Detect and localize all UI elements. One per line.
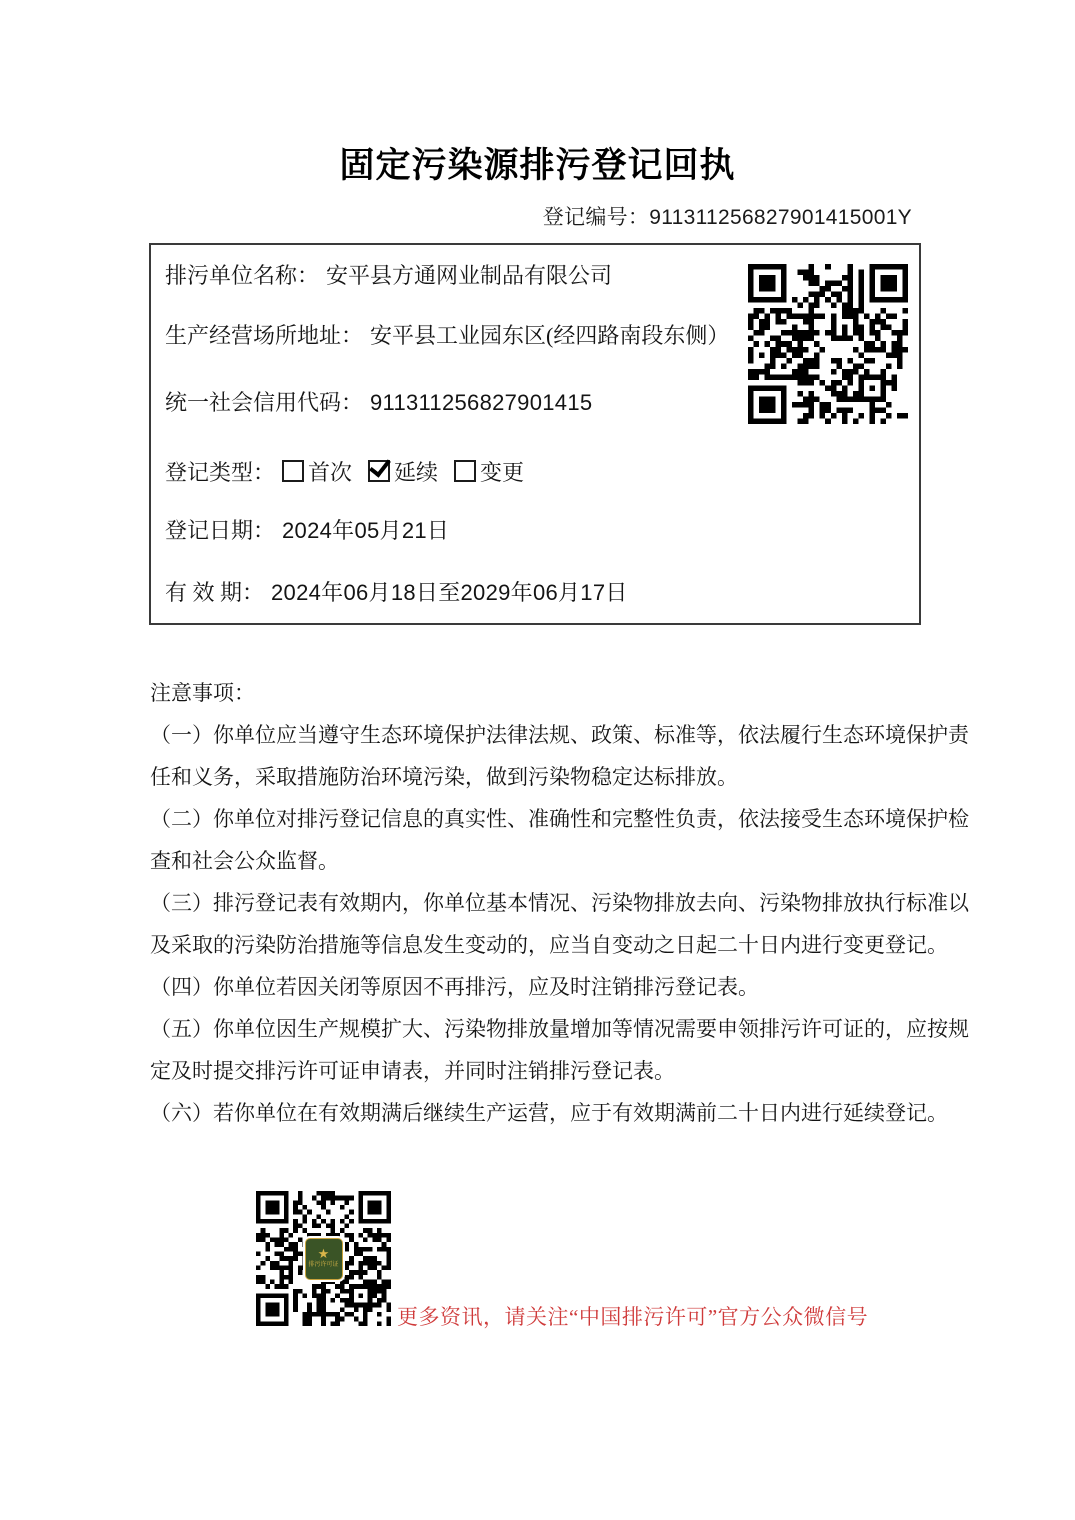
note-line: （二）你单位对排污登记信息的真实性、准确性和完整性负责，依法接受生态环境保护检 — [150, 807, 969, 831]
info-box — [149, 243, 921, 625]
qr-code-registration — [748, 264, 908, 424]
option-change: 变更 — [454, 460, 524, 485]
notes-section — [150, 672, 969, 1134]
registration-number: 登记编号：911311256827901415001Y — [542, 206, 912, 229]
footer-caption: 更多资讯，请关注“中国排污许可”官方公众微信号 — [397, 1305, 869, 1329]
field-label: 有 效 期： — [165, 580, 265, 605]
field-value: 911311256827901415 — [370, 390, 593, 415]
field-label: 生产经营场所地址： — [165, 323, 364, 348]
option-renewal: 延续 — [368, 460, 438, 485]
note-line: 任和义务，采取措施防治环境污染，做到污染物稳定达标排放。 — [150, 765, 738, 789]
field-row-unit-name — [165, 261, 612, 291]
note-line: 及采取的污染防治措施等信息发生变动的，应当自变动之日起二十日内进行变更登记。 — [150, 933, 948, 957]
document-title: 固定污染源排污登记回执 — [339, 146, 736, 185]
field-label: 登记类型： — [165, 460, 276, 485]
field-row-address — [165, 321, 729, 351]
national-emblem-icon: ★ — [317, 1247, 330, 1262]
option-first-time: 首次 — [282, 460, 352, 485]
checkbox-change — [454, 460, 476, 482]
field-row-credit-code — [165, 388, 592, 418]
field-label: 登记日期： — [165, 518, 276, 543]
note-line: （三）排污登记表有效期内，你单位基本情况、污染物排放去向、污染物排放执行标准以 — [150, 891, 969, 915]
qr-logo-label: 排污许可证 — [308, 1262, 339, 1268]
notes-heading: 注意事项： — [150, 681, 255, 705]
note-line: 查和社会公众监督。 — [150, 849, 339, 873]
field-value: 2024年06月18日至2029年06月17日 — [271, 580, 628, 605]
checkbox-first-time — [282, 460, 304, 482]
wechat-qr-center-logo — [305, 1238, 343, 1280]
field-row-registration-type — [165, 458, 540, 488]
field-label: 排污单位名称： — [165, 263, 320, 288]
field-value: 安平县方通网业制品有限公司 — [326, 263, 613, 288]
field-label: 统一社会信用代码： — [165, 390, 364, 415]
qr-code-wechat — [256, 1191, 391, 1326]
checkbox-renewal — [368, 460, 390, 482]
field-row-registration-date — [165, 516, 449, 546]
note-line: （一）你单位应当遵守生态环境保护法律法规、政策、标准等，依法履行生态环境保护责 — [150, 723, 969, 747]
field-row-validity-period — [165, 578, 628, 608]
field-value: 安平县工业园东区(经四路南段东侧） — [370, 323, 730, 348]
field-value: 2024年05月21日 — [282, 518, 450, 543]
note-line: 定及时提交排污许可证申请表，并同时注销排污登记表。 — [150, 1059, 675, 1083]
note-line: （六）若你单位在有效期满后继续生产运营，应于有效期满前二十日内进行延续登记。 — [150, 1101, 948, 1125]
note-line: （四）你单位若因关闭等原因不再排污，应及时注销排污登记表。 — [150, 975, 759, 999]
note-line: （五）你单位因生产规模扩大、污染物排放量增加等情况需要申领排污许可证的，应按规 — [150, 1017, 969, 1041]
